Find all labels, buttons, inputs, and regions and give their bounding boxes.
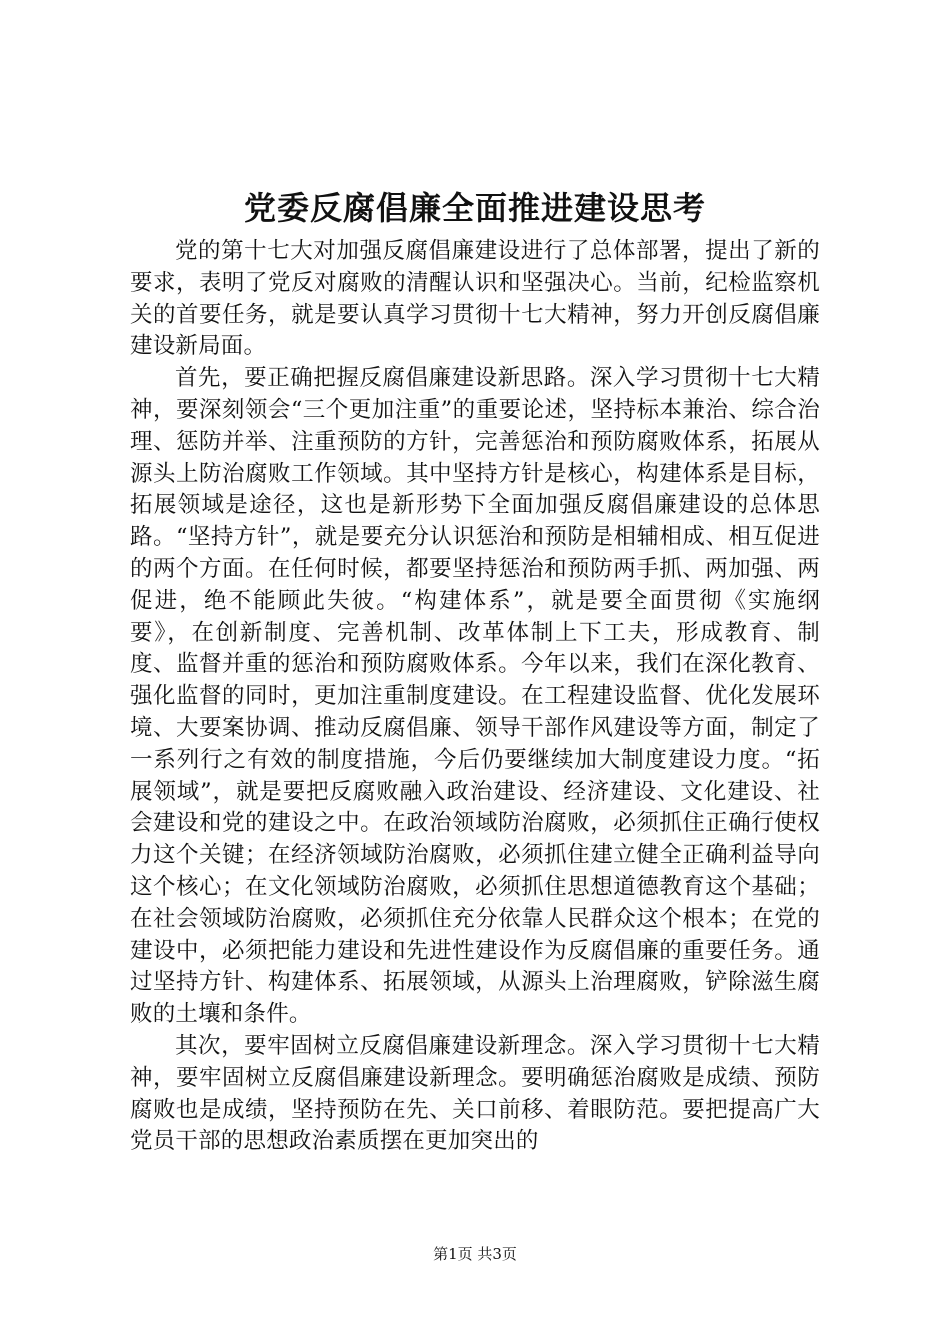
document-title: 党委反腐倡廉全面推进建设思考	[243, 189, 706, 227]
page-number-footer: 第1页 共3页	[433, 1245, 517, 1263]
document-body	[130, 236, 820, 1158]
paragraph-second-point: 其次，要牢固树立反腐倡廉建设新理念。深入学习贯彻十七大精神，要牢固树立反腐倡廉建设新理念。要明确惩治腐败是成绩、预防腐败也是成绩，坚持预防在先、关口前移、着眼防范。要把提高广大党员干部的思想政治素质摆在更加突出的	[130, 1032, 820, 1155]
paragraph-intro: 党的第十七大对加强反腐倡廉建设进行了总体部署，提出了新的要求，表明了党反对腐败的清醒认识和坚强决心。当前，纪检监察机关的首要任务，就是要认真学习贯彻十七大精神，努力开创反腐倡廉建设新局面。	[130, 238, 820, 360]
paragraph-first-point: 首先，要正确把握反腐倡廉建设新思路。深入学习贯彻十七大精神，要深刻领会“三个更加注重”的重要论述，坚持标本兼治、综合治理、惩防并举、注重预防的方针，完善惩治和预防腐败体系，拓展从源头上防治腐败工作领域。其中坚持方针是核心，构建体系是目标，拓展领域是途径，这也是新形势下全面加强反腐倡廉建设的总体思路。“坚持方针”，就是要充分认识惩治和预防是相辅相成、相互促进的两个方面。在任何时候，都要坚持惩治和预防两手抓、两加强、两促进，绝不能顾此失彼。“构建体系”，就是要全面贯彻《实施纲要》，在创新制度、完善机制、改革体制上下工夫，形成教育、制度、监督并重的惩治和预防腐败体系。今年以来，我们在深化教育、强化监督的同时，更加注重制度建设。在工程建设监督、优化发展环境、大要案协调、推动反腐倡廉、领导干部作风建设等方面，制定了一系列行之有效的制度措施，今后仍要继续加大制度建设力度。“拓展领域”，就是要把反腐败融入政治建设、经济建设、文化建设、社会建设和党的建设之中。在政治领域防治腐败，必须抓住正确行使权力这个关键；在经济领域防治腐败，必须抓住建立健全正确利益导向这个核心；在文化领域防治腐败，必须抓住思想道德教育这个基础；在社会领域防治腐败，必须抓住充分依靠人民群众这个根本；在党的建设中，必须把能力建设和先进性建设作为反腐倡廉的重要任务。通过坚持方针、构建体系、拓展领域，从源头上治理腐败，铲除滋生腐败的土壤和条件。	[130, 365, 820, 1028]
